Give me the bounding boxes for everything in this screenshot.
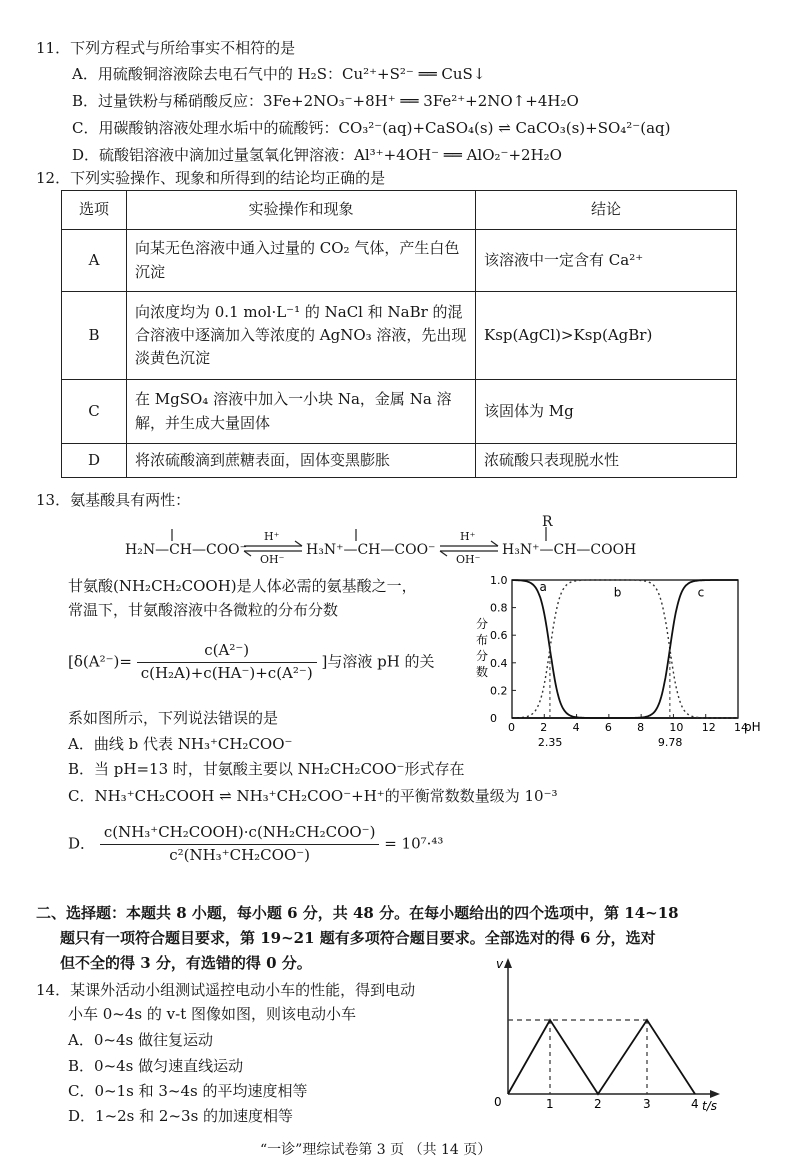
q14-stem2: 小车 0~4s 的 v-t 图像如图，则该电动小车 (68, 1005, 356, 1023)
table-row (62, 292, 737, 380)
series-label-a: a (539, 580, 547, 595)
d-prefix: D． (68, 834, 96, 853)
arrow2-bottom: OH⁻ (456, 553, 481, 566)
table-row (62, 444, 737, 478)
y-axis-label-char: 布 (476, 633, 489, 647)
chart-curves (512, 580, 738, 718)
v-axis-arrow (504, 958, 512, 968)
y-tick-label: 0.2 (490, 684, 508, 698)
curve-b (512, 580, 738, 718)
q13-stem: 13．氨基酸具有两性： (36, 491, 191, 509)
curve-c (512, 580, 738, 718)
t-axis-label: t/s (702, 1099, 717, 1113)
q14-option-b: B．0~4s 做匀速直线运动 (68, 1057, 244, 1075)
curve-a (512, 580, 738, 718)
page-footer: “一诊”理综试卷第 3 页 （共 14 页） (260, 1142, 492, 1158)
x-tick-label: 10 (669, 721, 684, 734)
q11-option-a: A．用硫酸铜溶液除去电石气中的 H₂S：Cu²⁺+S²⁻ ══ CuS↓ (72, 65, 486, 83)
eq-species-left: H₂N—CH—COO⁻ (125, 542, 248, 558)
series-label-b: b (613, 585, 622, 600)
q11-option-c: C．用碳酸钠溶液处理水垢中的硫酸钙：CO₃²⁻(aq)+CaSO₄(s) ⇌ CaCO₃(s)+SO₄²⁻(aq) (72, 119, 671, 137)
section2-line2: 题只有一项符合题目要求，第 19~21 题有多项符合题目要求。全部选对的得 6 分，选对 (60, 929, 656, 947)
q14-option-a: A．0~4s 做往复运动 (68, 1031, 213, 1049)
y-axis-label-char: 分 (476, 617, 489, 631)
origin-label: 0 (494, 1095, 502, 1109)
d-numerator: c(NH₃⁺CH₂COOH)·c(NH₂CH₂COO⁻) (100, 822, 380, 845)
q13-line3: 系如图所示，下列说法错误的是 (68, 709, 279, 727)
y-tick-label: 0.6 (490, 629, 508, 643)
row-option: D (62, 444, 127, 478)
q11-option-b: B．过量铁粉与稀硝酸反应：3Fe+2NO₃⁻+8H⁺ ══ 3Fe²⁺+2NO↑+4H₂O (72, 92, 579, 110)
q13-option-d (68, 822, 443, 867)
vt-graph (488, 956, 728, 1116)
row-conclusion: 该溶液中一定含有 Ca²⁺ (476, 230, 737, 292)
d-suffix: = 10⁷·⁴³ (384, 834, 444, 853)
row-operation: 在 MgSO₄ 溶液中加入一小块 Na，金属 Na 溶解，并生成大量固体 (127, 380, 476, 444)
arrow2-top: H⁺ (460, 530, 476, 543)
x-axis-label: pH (744, 720, 761, 734)
row-option: B (62, 292, 127, 380)
delta-prefix: [δ(A²⁻)= (68, 652, 132, 671)
x-tick-label: 0 (508, 721, 515, 734)
q12-table (61, 190, 737, 478)
q13-line1: 甘氨酸(NH₂CH₂COOH)是人体必需的氨基酸之一， (68, 577, 417, 595)
row-operation: 将浓硫酸滴到蔗糖表面，固体变黑膨胀 (127, 444, 476, 478)
q12-stem: 12．下列实验操作、现象和所得到的结论均正确的是 (36, 169, 386, 187)
arrow1-bottom: OH⁻ (260, 553, 285, 566)
eq-species-right: H₃N⁺—CH—COOH (502, 542, 637, 558)
chart-axes (512, 580, 738, 718)
arrow1-top: H⁺ (264, 530, 280, 543)
d-denominator: c²(NH₃⁺CH₂COO⁻) (169, 845, 311, 864)
q13-delta-formula (68, 640, 435, 685)
delta-denominator: c(H₂A)+c(HA⁻)+c(A²⁻) (140, 663, 313, 682)
eq-species-mid: H₃N⁺—CH—COO⁻ (306, 542, 436, 558)
x-tick-label: 2 (540, 721, 548, 734)
delta-numerator: c(A²⁻) (137, 640, 317, 663)
tick-label-4: 4 (691, 1097, 699, 1111)
x-tick-label: 12 (701, 721, 716, 734)
v-axis-label: v (496, 957, 504, 971)
section2-line1: 二、选择题：本题共 8 小题，每小题 6 分，共 48 分。在每小题给出的四个选项中，第 14~18 (36, 904, 679, 922)
section2-line3: 但不全的得 3 分，有选错的得 0 分。 (60, 954, 312, 972)
q13-line2: 常温下，甘氨酸溶液中各微粒的分布分数 (68, 601, 339, 619)
tick-label-3: 3 (643, 1097, 651, 1111)
q12-table-header (62, 191, 737, 230)
row-conclusion: Ksp(AgCl)>Ksp(AgBr) (476, 292, 737, 380)
q14-option-c: C．0~1s 和 3~4s 的平均速度相等 (68, 1082, 308, 1100)
q11-stem: 11．下列方程式与所给事实不相符的是 (36, 39, 296, 57)
t-axis-arrow (710, 1090, 720, 1098)
q11-option-d: D．硫酸铝溶液中滴加过量氢氧化钾溶液：Al³⁺+4OH⁻ ══ AlO₂⁻+2H₂O (72, 146, 562, 164)
chart-labels (476, 574, 761, 749)
header-option: 选项 (62, 191, 127, 230)
delta-fraction (137, 640, 317, 685)
x-tick-label: 14 (734, 721, 748, 734)
y-tick-label: 1.0 (490, 574, 508, 587)
velocity-curve (508, 1020, 695, 1094)
r-group-label: R (542, 514, 553, 530)
q13-option-a: A．曲线 b 代表 NH₃⁺CH₂COO⁻ (68, 735, 293, 753)
tick-label-1: 1 (546, 1097, 554, 1111)
header-conclusion: 结论 (476, 191, 737, 230)
row-conclusion: 浓硫酸只表现脱水性 (476, 444, 737, 478)
x-tick-label: 8 (637, 721, 645, 734)
tick-label-2: 2 (594, 1097, 602, 1111)
q13-option-c: C．NH₃⁺CH₂COOH ⇌ NH₃⁺CH₂COO⁻+H⁺的平衡常数数量级为 10⁻³ (68, 787, 558, 805)
row-operation: 向浓度均为 0.1 mol·L⁻¹ 的 NaCl 和 NaBr 的混合溶液中逐滴加入等浓度的 AgNO₃ 溶液，先出现淡黄色沉淀 (127, 292, 476, 380)
row-conclusion: 该固体为 Mg (476, 380, 737, 444)
q13-option-b: B．当 pH=13 时，甘氨酸主要以 NH₂CH₂COO⁻形式存在 (68, 760, 465, 778)
y-axis-label-char: 分 (476, 649, 489, 663)
header-operation: 实验操作和现象 (127, 191, 476, 230)
y-tick-label: 0.4 (490, 656, 508, 670)
distribution-chart (472, 570, 772, 760)
row-option: C (62, 380, 127, 444)
row-option: A (62, 230, 127, 292)
series-label-c: c (697, 585, 705, 600)
x-tick-label: 4 (572, 721, 580, 734)
table-row (62, 380, 737, 444)
y-tick-label: 0.8 (490, 601, 508, 615)
pka-annotation: 2.35 (537, 736, 563, 749)
y-axis-label-char: 数 (476, 665, 489, 679)
pka-annotation: 9.78 (657, 736, 683, 749)
plot-frame (512, 580, 738, 718)
q14-option-d: D．1~2s 和 2~3s 的加速度相等 (68, 1107, 294, 1125)
row-operation: 向某无色溶液中通入过量的 CO₂ 气体，产生白色沉淀 (127, 230, 476, 292)
x-tick-label: 6 (604, 721, 612, 734)
delta-suffix: ]与溶液 pH 的关 (321, 652, 435, 671)
q14-stem1: 14．某课外活动小组测试遥控电动小车的性能，得到电动 (36, 981, 416, 999)
y-tick-label: 0 (490, 712, 497, 725)
table-row (62, 230, 737, 292)
d-fraction (100, 822, 380, 867)
